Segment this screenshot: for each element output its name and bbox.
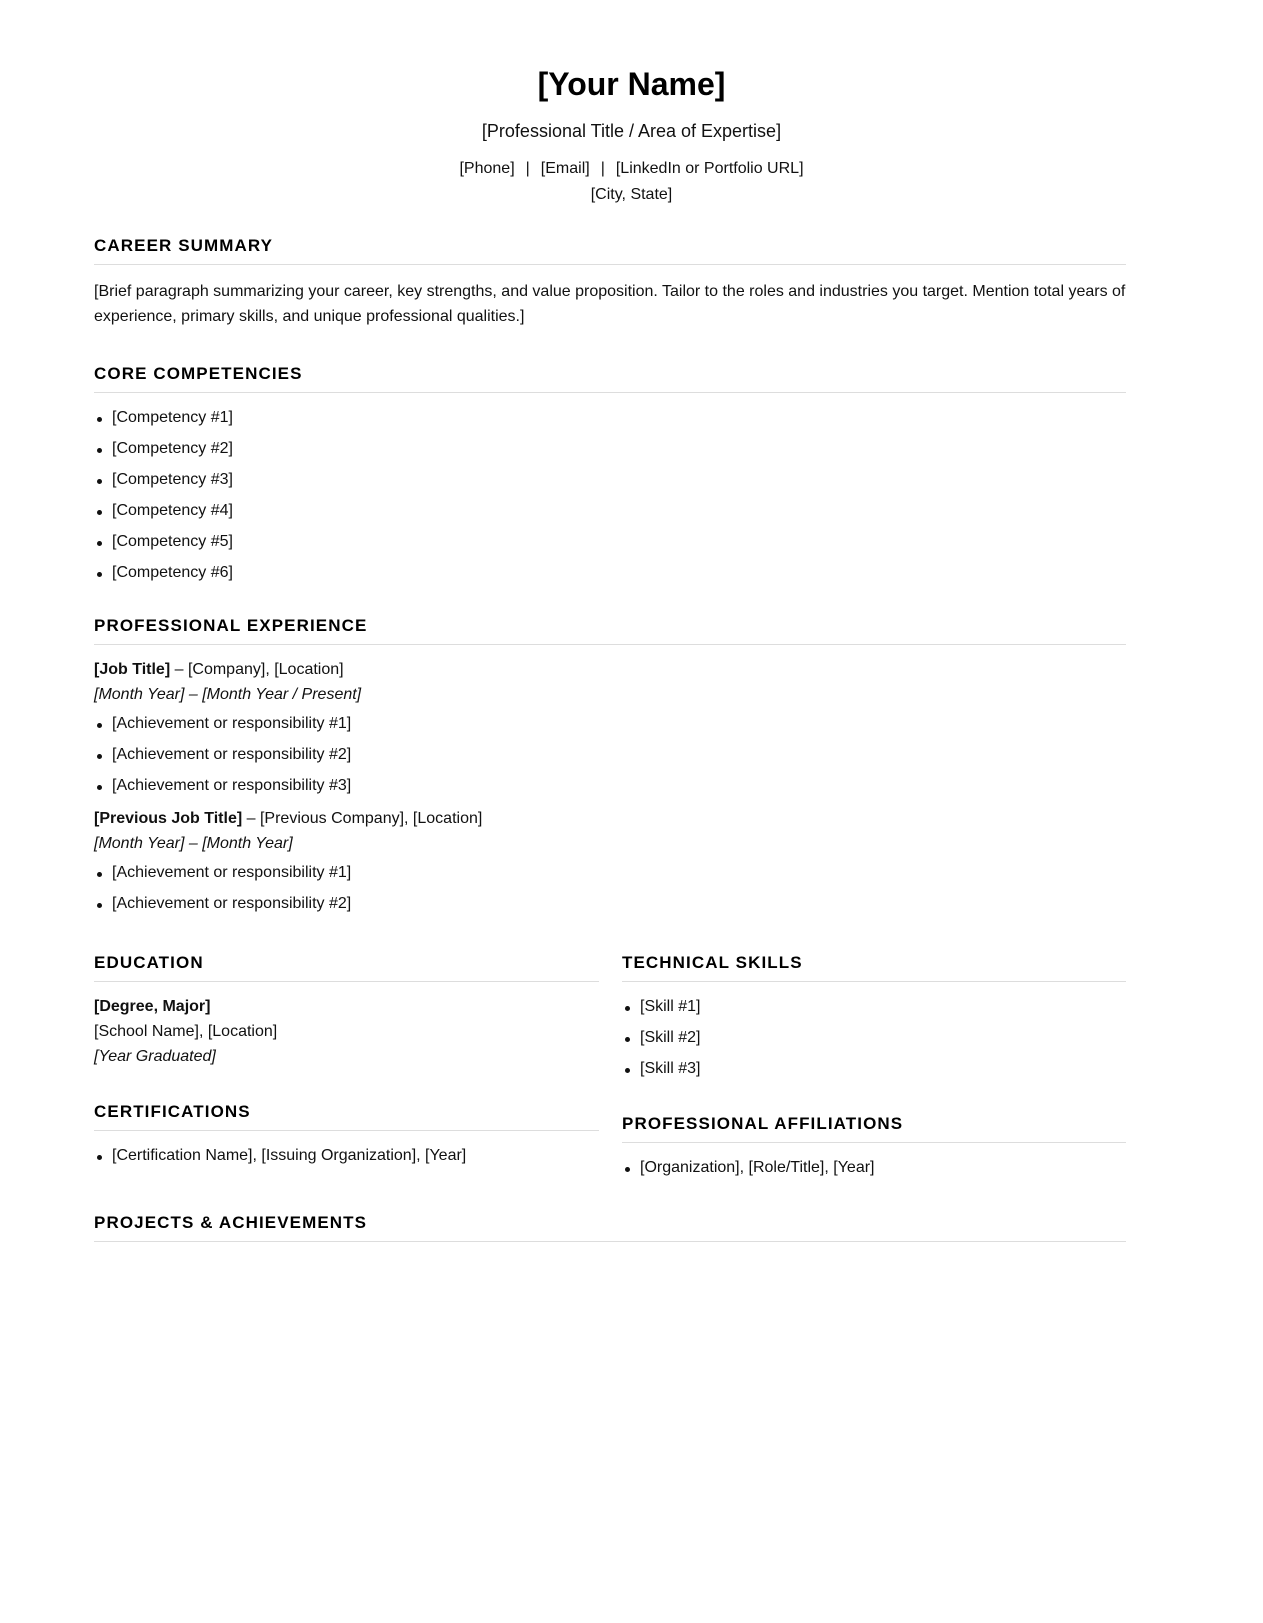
list-item: [Achievement or responsibility #1] xyxy=(94,862,1126,893)
achievement-list xyxy=(94,713,1126,806)
job-title: [Previous Job Title] xyxy=(94,810,243,827)
list-item: [Competency #5] xyxy=(94,531,1126,562)
list-item: [Certification Name], [Issuing Organization], [Year] xyxy=(94,1145,599,1176)
list-item: [Skill #3] xyxy=(622,1058,1126,1089)
section-heading: EDUCATION xyxy=(94,952,599,982)
skill-list xyxy=(622,996,1126,1089)
section-education xyxy=(94,952,599,1069)
location: [City, State] xyxy=(590,186,673,203)
portfolio-url: [LinkedIn or Portfolio URL] xyxy=(615,160,804,177)
list-item: [Skill #2] xyxy=(622,1027,1126,1058)
list-item: [Skill #1] xyxy=(622,996,1126,1027)
list-item: [Competency #1] xyxy=(94,407,1126,438)
list-item: [Competency #4] xyxy=(94,500,1126,531)
list-item: [Organization], [Role/Title], [Year] xyxy=(622,1157,1126,1188)
separator: | xyxy=(600,160,605,177)
summary-line-2: experience, primary skills, and unique professional qualities.] xyxy=(94,308,525,325)
achievement-list xyxy=(94,862,1126,924)
job-dates: [Month Year] – [Month Year] xyxy=(94,835,293,852)
list-item: [Competency #6] xyxy=(94,562,1126,593)
separator: | xyxy=(525,160,530,177)
section-heading: CORE COMPETENCIES xyxy=(94,363,1126,393)
job-header xyxy=(94,657,1126,682)
section-career-summary xyxy=(94,235,1126,329)
section-heading: PROFESSIONAL EXPERIENCE xyxy=(94,615,1126,645)
section-technical-skills xyxy=(622,952,1126,1089)
email: [Email] xyxy=(540,160,590,177)
section-heading: CAREER SUMMARY xyxy=(94,235,1126,265)
list-item: [Achievement or responsibility #1] xyxy=(94,713,1126,744)
section-core-competencies xyxy=(94,363,1126,593)
job-title: [Job Title] xyxy=(94,661,171,678)
section-projects-achievements xyxy=(94,1212,1126,1242)
competency-list xyxy=(94,407,1126,593)
professional-title: [Professional Title / Area of Expertise] xyxy=(481,121,782,141)
summary-line-1: [Brief paragraph summarizing your career, key strengths, and value proposition. Tailor to the roles and industries you target. Mention total years of xyxy=(94,283,1126,300)
job-entry xyxy=(94,657,1126,806)
job-company-location: – [Previous Company], [Location] xyxy=(242,810,483,827)
section-heading: PROFESSIONAL AFFILIATIONS xyxy=(622,1113,1126,1143)
section-professional-experience xyxy=(94,615,1126,924)
list-item: [Achievement or responsibility #3] xyxy=(94,775,1126,806)
section-heading: CERTIFICATIONS xyxy=(94,1101,599,1131)
job-dates: [Month Year] – [Month Year / Present] xyxy=(94,686,362,703)
affiliation-list xyxy=(622,1157,1126,1188)
graduation-year: [Year Graduated] xyxy=(94,1048,216,1065)
section-certifications xyxy=(94,1101,599,1176)
job-entry xyxy=(94,806,1126,924)
section-heading: TECHNICAL SKILLS xyxy=(622,952,1126,982)
education-entry xyxy=(94,994,599,1069)
school: [School Name], [Location] xyxy=(94,1023,278,1040)
list-item: [Competency #2] xyxy=(94,438,1126,469)
degree: [Degree, Major] xyxy=(94,998,211,1015)
list-item: [Achievement or responsibility #2] xyxy=(94,893,1126,924)
certification-list xyxy=(94,1145,599,1176)
summary-paragraph xyxy=(94,279,1126,329)
list-item: [Achievement or responsibility #2] xyxy=(94,744,1126,775)
job-header xyxy=(94,806,1126,831)
contact-line xyxy=(0,158,1263,180)
section-professional-affiliations xyxy=(622,1113,1126,1188)
section-heading: PROJECTS & ACHIEVEMENTS xyxy=(94,1212,1126,1242)
list-item: [Competency #3] xyxy=(94,469,1126,500)
resume-name: [Your Name] xyxy=(537,66,726,102)
job-company-location: – [Company], [Location] xyxy=(170,661,344,678)
phone: [Phone] xyxy=(459,160,515,177)
